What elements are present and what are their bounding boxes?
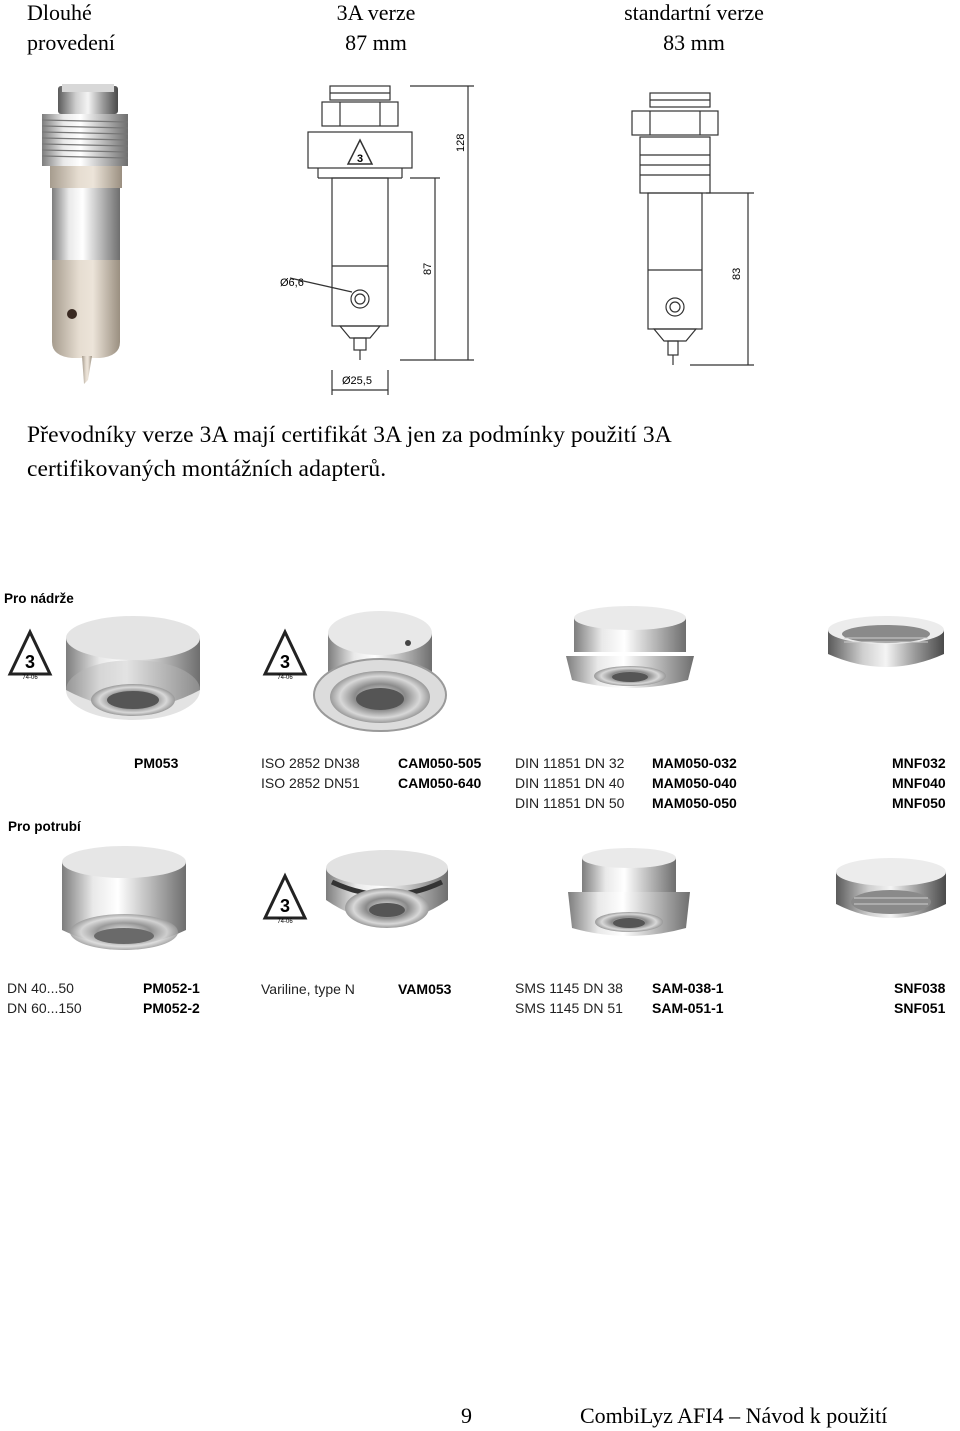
note-line1: Převodníky verze 3A mají certifikát 3A jen za podmínky použití 3A: [27, 422, 672, 448]
iso-dn38-label: ISO 2852 DN38: [261, 755, 360, 771]
cam050-adapter-image: [310, 603, 450, 743]
snf-codes: [894, 978, 945, 1018]
pm052-adapter-image: [56, 840, 192, 960]
3a-logo-icon: [261, 628, 311, 680]
section-pipes-label: Pro potrubí: [8, 819, 81, 834]
svg-text:74-06: 74-06: [277, 919, 293, 924]
code-vam053: VAM053: [398, 981, 452, 997]
3a-logo-icon: [261, 872, 311, 924]
sms-dn38-label: SMS 1145 DN 38: [515, 980, 623, 996]
svg-text:3: 3: [356, 153, 364, 165]
dim-83-label: 83: [731, 267, 743, 280]
pm053-adapter-image: [58, 608, 208, 728]
header-standard-version: [604, 0, 784, 58]
document-title: CombiLyz AFI4 – Návod k použití: [580, 1403, 888, 1428]
code-pm053: PM053: [134, 755, 179, 771]
header-long-line2: provedení: [27, 30, 115, 55]
dia-hole-label: Ø6,6: [280, 277, 304, 289]
din-labels: [515, 753, 624, 813]
dn-60-150-label: DN 60...150: [7, 1000, 82, 1016]
sam-adapter-image: [560, 844, 698, 944]
page-number: 9: [461, 1403, 472, 1428]
section-tanks-label: Pro nádrže: [4, 591, 74, 606]
iso-codes: [398, 753, 481, 793]
code-snf038: SNF038: [894, 980, 946, 996]
snf-nut-image: [830, 852, 952, 932]
code-pm052-2: PM052-2: [143, 1000, 200, 1016]
code-pm052-1: PM052-1: [143, 980, 200, 996]
din-dn32-label: DIN 11851 DN 32: [515, 755, 625, 771]
svg-text:3: 3: [24, 652, 36, 672]
header-std-line2: 83 mm: [663, 30, 725, 55]
din-codes: [652, 753, 737, 813]
iso-dn51-label: ISO 2852 DN51: [261, 775, 360, 791]
code-cam050-505: CAM050-505: [398, 755, 482, 771]
header-long-version: [27, 0, 115, 58]
code-sam-051-1: SAM-051-1: [652, 1000, 724, 1016]
code-mam050-050: MAM050-050: [652, 795, 737, 811]
iso-labels: [261, 753, 360, 793]
3a-logo-icon: [348, 140, 372, 165]
header-std-line1: standartní verze: [624, 0, 764, 25]
mnf-codes: [892, 753, 946, 813]
header-3a-line1: 3A verze: [336, 0, 416, 25]
dn-40-50-label: DN 40...50: [7, 980, 74, 996]
svg-text:3: 3: [279, 652, 291, 672]
code-mam050-040: MAM050-040: [652, 775, 737, 791]
code-cam050-640: CAM050-640: [398, 775, 482, 791]
long-version-sensor-photo: [30, 80, 140, 390]
mnf-nut-image: [822, 612, 950, 682]
vam053-adapter-image: [312, 844, 462, 944]
code-snf051: SNF051: [894, 1000, 946, 1016]
sms-codes: [652, 978, 724, 1018]
mam050-adapter-image: [560, 604, 700, 694]
header-3a-version: [324, 0, 428, 58]
3a-version-drawing: [270, 80, 490, 400]
svg-text:74-06: 74-06: [277, 675, 293, 680]
certification-note: [27, 418, 937, 486]
din-dn40-label: DIN 11851 DN 40: [515, 775, 625, 791]
dn-labels: [7, 978, 82, 1018]
dim-87-label: 87: [422, 262, 434, 275]
code-mnf032: MNF032: [892, 755, 946, 771]
sms-labels: [515, 978, 623, 1018]
svg-text:3: 3: [279, 896, 291, 916]
header-3a-line2: 87 mm: [345, 30, 407, 55]
code-mam050-032: MAM050-032: [652, 755, 737, 771]
code-sam-038-1: SAM-038-1: [652, 980, 724, 996]
dim-128-label: 128: [455, 133, 467, 152]
din-dn50-label: DIN 11851 DN 50: [515, 795, 625, 811]
note-line2: certifikovaných montážních adapterů.: [27, 456, 387, 482]
3a-logo-icon: [6, 628, 56, 680]
svg-text:74-06: 74-06: [22, 675, 38, 680]
code-mnf050: MNF050: [892, 795, 946, 811]
variline-label: Variline, type N: [261, 981, 355, 997]
standard-version-drawing: [610, 85, 770, 375]
dia-body-label: Ø25,5: [342, 375, 372, 387]
code-mnf040: MNF040: [892, 775, 946, 791]
header-long-line1: Dlouhé: [27, 0, 92, 25]
sms-dn51-label: SMS 1145 DN 51: [515, 1000, 623, 1016]
pm-codes: [143, 978, 200, 1018]
